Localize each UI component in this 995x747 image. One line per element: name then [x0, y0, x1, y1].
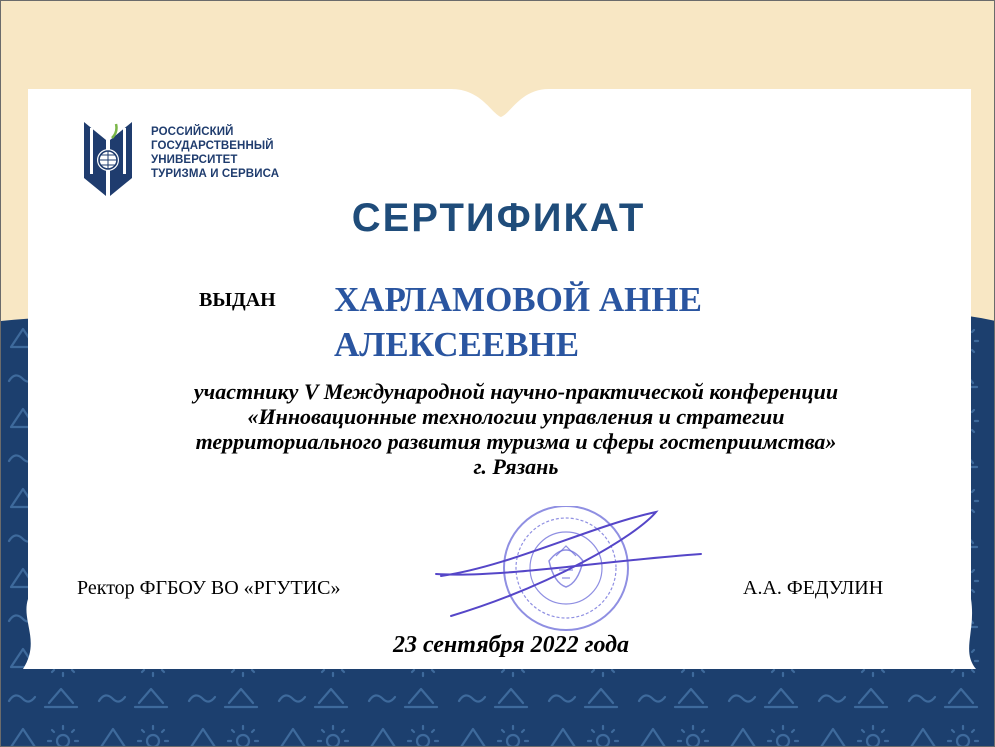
university-name-line: УНИВЕРСИТЕТ: [151, 154, 238, 166]
description-line: территориального развития туризма и сферы гостеприимства»: [195, 429, 837, 454]
signatory-name: А.А. ФЕДУЛИН: [743, 577, 884, 599]
university-name-line: ГОСУДАРСТВЕННЫЙ: [151, 140, 274, 152]
university-name-line: ТУРИЗМА И СЕРВИСА: [151, 168, 280, 180]
description-line: участнику V Международной научно-практической конференции: [193, 379, 839, 404]
recipient-name-line: ХАРЛАМОВОЙ АННЕ: [334, 280, 702, 319]
issue-date: 23 сентября 2022 года: [392, 632, 630, 658]
university-name-line: РОССИЙСКИЙ: [151, 126, 234, 138]
recipient-name: [334, 277, 702, 367]
certificate-title: СЕРТИФИКАТ: [351, 196, 646, 240]
university-logo: [81, 118, 301, 198]
university-emblem-icon: [81, 118, 143, 198]
certificate-description: [96, 379, 936, 479]
university-name: [151, 125, 279, 181]
description-line: «Инновационные технологии управления и стратегии: [247, 404, 785, 429]
signatory-title: Ректор ФГБОУ ВО «РГУТИС»: [77, 577, 341, 599]
issued-label: ВЫДАН: [199, 289, 276, 311]
description-line: г. Рязань: [473, 454, 559, 479]
signature-icon: [436, 512, 701, 616]
stamp-and-signature: [431, 506, 721, 636]
recipient-name-line: АЛЕКСЕЕВНЕ: [334, 325, 580, 364]
